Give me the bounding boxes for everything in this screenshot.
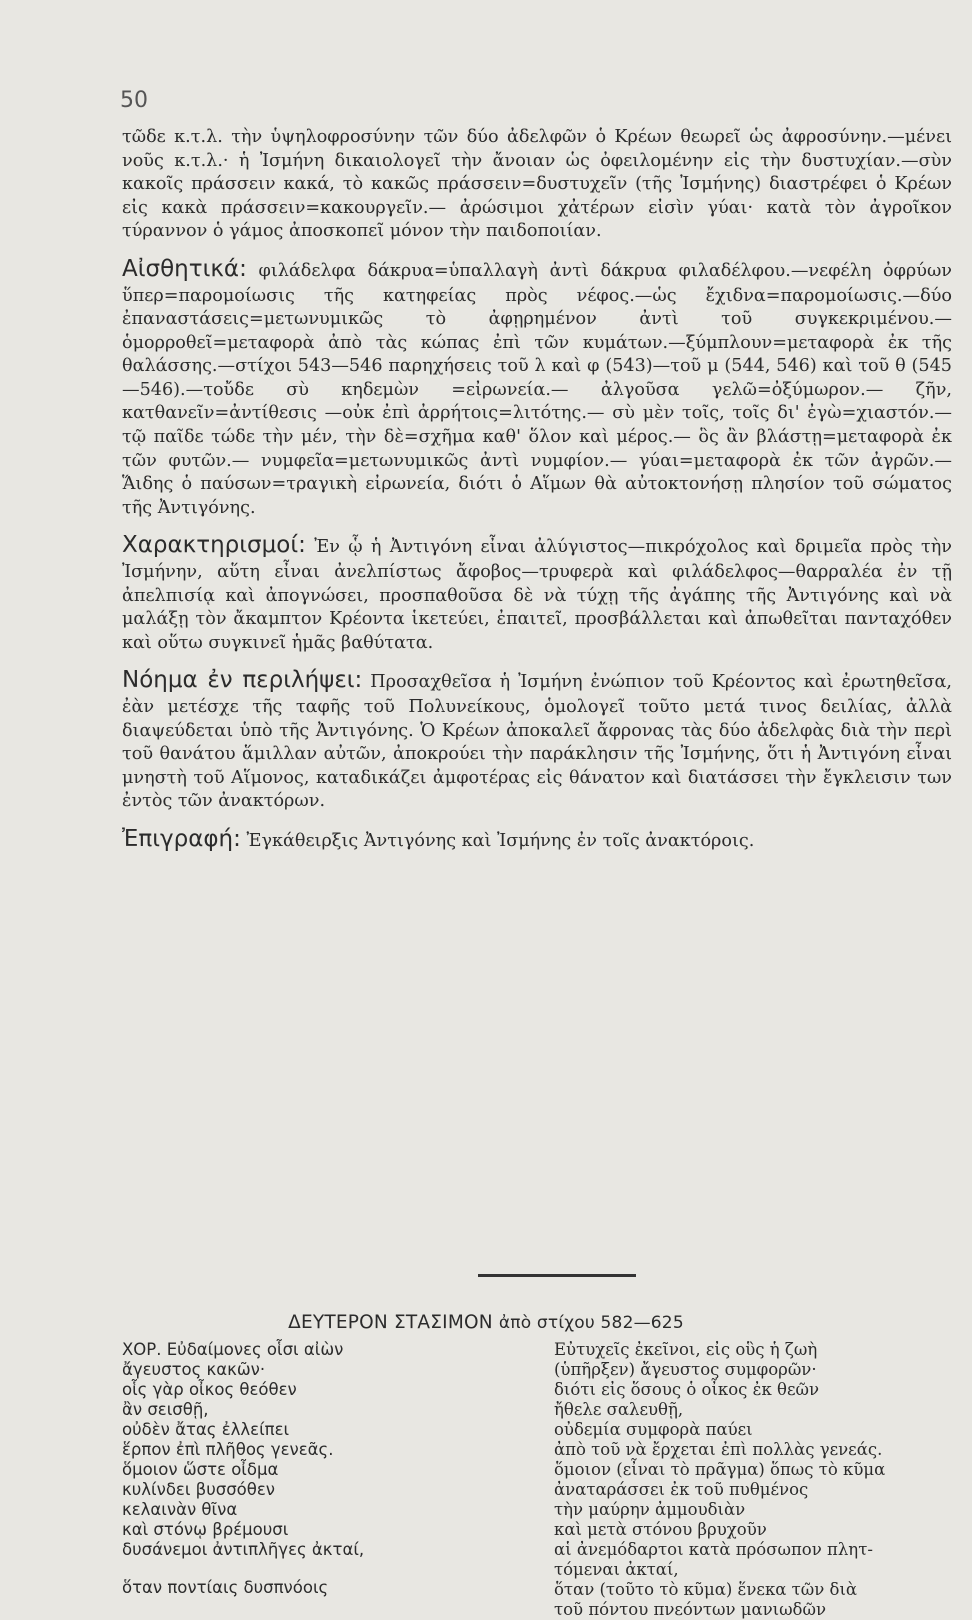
- verse-line: καὶ μετὰ στόνου βρυχοῦν: [554, 1520, 767, 1539]
- paragraph-text: Προσαχθεῖσα ἡ Ἰσμήνη ἐνώπιον τοῦ Κρέοντος καὶ ἐρωτηθεῖσα, ἐὰν μετέσχε τῆς ταφῆς τοῦ Πολυνείκους, ὁμολογεῖ τοῦτο μετά τινος δειλίας, ἀλλὰ διαψεύδεται ὑπὸ τῆς Ἀντιγόνης. Ὁ Κρέων ἀποκαλεῖ ἄφρονας τὰς δύο ἀδελφὰς διὰ τὴν περὶ τοῦ θανάτου ἅμιλλαν αὐτῶν, ἀποκρούει τὴν παράκλησιν τῆς Ἰσμήνης, ὅτι ἡ Ἀντιγόνη εἶναι μνηστὴ τοῦ Αἵμονος, καταδικάζει ἀμφοτέρας εἰς θάνατον καὶ διατάσσει τὴν ἔγκλεισιν των ἐντὸς τῶν ἀνακτόρων.: [122, 672, 952, 812]
- stasimon-heading: [0, 1312, 972, 1333]
- section-divider: [478, 1274, 636, 1277]
- verse-line: κελαινὰν θῖνα: [122, 1500, 238, 1519]
- greek-text-column: [122, 1340, 364, 1598]
- verse-line: ὅμοιον ὥστε οἶδμα: [122, 1460, 279, 1479]
- noima-paragraph: [122, 665, 952, 814]
- verse-line: ὅταν (τοῦτο τὸ κῦμα) ἕνεκα τῶν διὰ: [554, 1580, 858, 1599]
- verse-line: τὴν μαύρην ἀμμουδιὰν: [554, 1500, 746, 1519]
- intro-paragraph: [122, 126, 952, 244]
- verse-line: ἂν σεισθῇ,: [122, 1400, 209, 1419]
- verse-line: διότι εἰς ὅσους ὁ οἶκος ἐκ θεῶν: [554, 1380, 820, 1399]
- verse-line: τόμεναι ἀκταί,: [554, 1560, 679, 1579]
- paragraph-text: τῶδε κ.τ.λ. τὴν ὑψηλοφροσύνην τῶν δύο ἀδελφῶν ὁ Κρέων θεωρεῖ ὡς ἀφροσύνην.—μένει νοῦς κ.τ.λ.· ἡ Ἰσμήνη δικαιολογεῖ τὴν ἄνοιαν ὡς ὀφειλομένην εἰς τὴν δυστυχίαν.—σὺν κακοῖς πράσσειν κακά, τὸ κακῶς πράσσειν=δυστυχεῖν (τῆς Ἰσμήνης) διαστρέφει ὁ Κρέων εἰς κακὰ πράσσειν=κακουργεῖν.— ἀρώσιμοι χἀτέρων εἰσὶν γύαι· κατὰ τὸν ἀγροῖκον τύραννον ὁ γάμος ἀποσκοπεῖ μόνον τὴν παιδοποιίαν.: [122, 127, 952, 242]
- epigrafi-paragraph: [122, 824, 952, 855]
- verse-line: ἀναταράσσει ἐκ τοῦ πυθμένος: [554, 1480, 809, 1499]
- verse-line: (ὑπῆρξεν) ἄγευστος συμφορῶν·: [554, 1360, 817, 1379]
- verse-line: κυλίνδει βυσσόθεν: [122, 1480, 275, 1499]
- verse-line: ἀπὸ τοῦ νὰ ἔρχεται ἐπὶ πολλὰς γενεάς.: [554, 1440, 883, 1459]
- verse-line: ἤθελε σαλευθῇ,: [554, 1400, 684, 1419]
- verse-line: καὶ στόνῳ βρέμουσι: [122, 1520, 289, 1539]
- verse-line: ὅταν ποντίαις δυσπνόοις: [122, 1578, 329, 1597]
- commentary-body: [122, 126, 952, 865]
- stasimon-verse-range: ἀπὸ στίχου 582—625: [498, 1313, 684, 1333]
- aisthetika-paragraph: [122, 254, 952, 520]
- verse-line: οἷς γὰρ οἶκος θεόθεν: [122, 1380, 297, 1399]
- charaktirismoi-paragraph: [122, 530, 952, 655]
- section-label: Αἰσθητικά:: [122, 255, 247, 282]
- stasimon-title: ΔΕΥΤΕΡΟΝ ΣΤΑΣΙΜΟΝ: [288, 1312, 493, 1333]
- verse-line: ἄγευστος κακῶν·: [122, 1360, 266, 1379]
- paragraph-text: φιλάδελφα δάκρυα=ὑπαλλαγὴ ἀντὶ δάκρυα φιλαδέλφου.—νεφέλη ὀφρύων ὕπερ=παρομοίωσις τῆς κατηφείας πρὸς νέφος.—ὡς ἔχιδνα=παρομοίωσις.—δύο ἐπαναστάσεις=μετωνυμικῶς τὸ ἀφῃρημένον ἀντὶ τοῦ συγκεκριμένου.—ὁμορροθεῖ=μεταφορὰ ἀπὸ τὰς κώπας ἐπὶ τῶν κυμάτων.—ξύμπλουν=μεταφορὰ ἐκ τῆς θαλάσσης.—στίχοι 543—546 παρηχήσεις τοῦ λ καὶ φ (543)—τοῦ μ (544, 546) καὶ τοῦ θ (545—546).—τοὔδε σὺ κηδεμὼν =εἰρωνεία.— ἀλγοῦσα γελῶ=ὀξύμωρον.— ζῆν, κατθανεῖν=ἀντίθεσις —οὐκ ἐπὶ ἀρρήτοις=λιτότης.— σὺ μὲν τοῖς, τοῖς δι' ἐγὼ=χιαστόν.— τῷ παῖδε τώδε τὴν μέν, τὴν δὲ=σχῆμα καθ' ὅλον καὶ μέρος.— ὃς ἂν βλάστῃ=μεταφορὰ ἐκ τῶν φυτῶν.— νυμφεῖα=μετωνυμικῶς ἀντὶ νυμφίον.— γύαι=μεταφορὰ ἐκ τῶν ἀγρῶν.— Ἅιδης ὁ παύσων=τραγικὴ εἰρωνεία, διότι ὁ Αἵμων θὰ αὐτοκτονήσῃ πλησίον τοῦ σώματος τῆς Ἀντιγόνης.: [122, 260, 953, 518]
- page-number: 50: [120, 88, 148, 113]
- verse-line: αἱ ἀνεμόδαρτοι κατὰ πρόσωπον πλητ-: [554, 1540, 873, 1559]
- section-label: Νόημα ἐν περιλήψει:: [122, 667, 363, 694]
- section-label: Ἐπιγραφή:: [122, 825, 241, 852]
- verse-line: οὐδεμία συμφορὰ παύει: [554, 1420, 753, 1439]
- verse-line: ὅμοιον (εἶναι τὸ πρᾶγμα) ὅπως τὸ κῦμα: [554, 1460, 886, 1479]
- section-label: Χαρακτηρισμοί:: [122, 532, 306, 559]
- verse-line: οὐδὲν ἄτας ἐλλείπει: [122, 1420, 290, 1439]
- verse-line: δυσάνεμοι ἀντιπλῆγες ἀκταί,: [122, 1540, 365, 1559]
- verse-line: τοῦ πόντου πνεόντων μανιωδῶν: [554, 1600, 826, 1619]
- verse-line: [122, 1560, 364, 1578]
- paragraph-text: Ἐν ᾧ ἡ Ἀντιγόνη εἶναι ἀλύγιστος—πικρόχολος καὶ δριμεῖα πρὸς τὴν Ἰσμήνην, αὕτη εἶναι ἀνελπίστως ἄφοβος—τρυφερὰ καὶ φιλάδελφος—θαρραλέα ἐν τῇ ἀπελπισίᾳ καὶ ἀπογνώσει, προσπαθοῦσα δὲ νὰ τύχῃ τῆς ἀγάπης τῆς Ἀντιγόνης καὶ νὰ μαλάξῃ τὸν ἄκαμπτον Κρέοντα ἱκετεύει, ἐπαιτεῖ, προσβάλλεται καὶ ἀπωθεῖται πανταχόθεν καὶ οὕτω συγκινεῖ ἡμᾶς βαθύτατα.: [122, 537, 952, 653]
- paragraph-text: Ἐγκάθειρξις Ἀντιγόνης καὶ Ἰσμήνης ἐν τοῖς ἀνακτόροις.: [246, 830, 755, 851]
- verse-line: ἕρπον ἐπὶ πλῆθος γενεᾶς.: [122, 1440, 334, 1459]
- translation-column: [554, 1340, 885, 1620]
- verse-line: Εὐτυχεῖς ἐκεῖνοι, εἰς οὓς ἡ ζωὴ: [554, 1340, 818, 1359]
- verse-line: ΧΟΡ. Εὐδαίμονες οἷσι αἰὼν: [122, 1340, 344, 1359]
